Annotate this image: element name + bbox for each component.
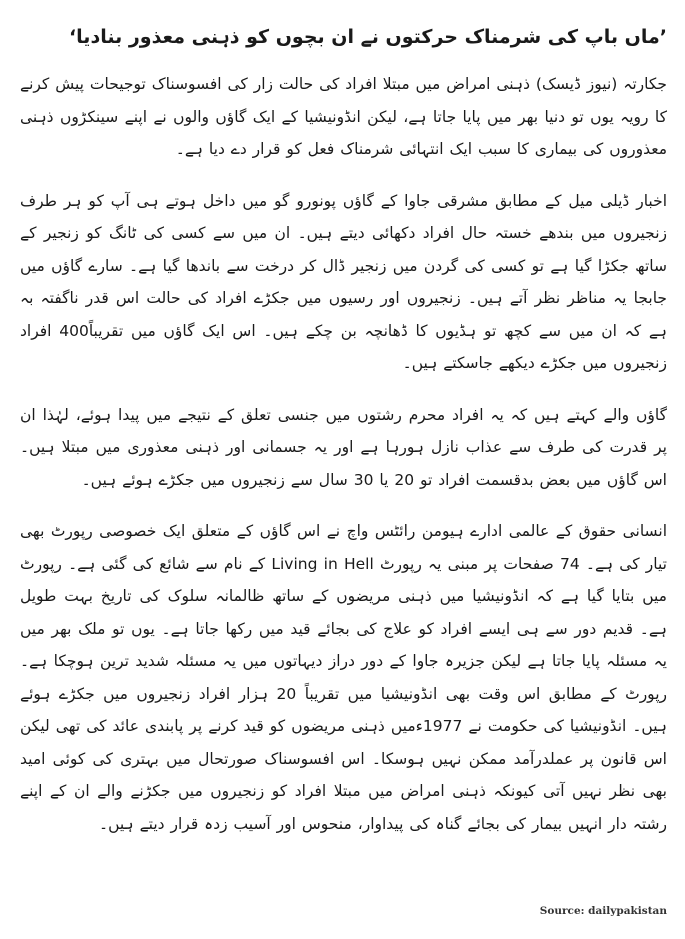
article-paragraph-4: انسانی حقوق کے عالمی ادارے ہیومن رائٹس واچ نے اس گاﺅں کے متعلق ایک خصوصی رپورٹ بھی تیار کی ہے۔ 74 صفحات پر مبنی یہ رپورٹ Living in Hell کے نام سے شائع کی گئی ہے۔ رپورٹ میں بتایا گیا ہے کہ انڈونیشیا میں ذہنی مریضوں کے ساتھ ظالمانہ سلوک کی تاریخ بہت طویل ہے۔ قدیم دور سے ہی ایسے افراد کو علاج کی بجائے قید میں رکھا جاتا ہے۔ یوں تو ملک بھر میں یہ مسئلہ پایا جاتا ہے لیکن جزیرہ جاوا کے دور دراز دیہاتوں میں یہ مسئلہ شدید ترین ہوچکا ہے۔ رپورٹ کے مطابق اس وقت بھی انڈونیشیا میں تقریباً 20 ہزار افراد زنجیروں میں جکڑے ہوئے ہیں۔ انڈونیشیا کی حکومت نے 1977ءمیں ذہنی مریضوں کو قید کرنے پر پابندی عائد کی تھی لیکن اس قانون پر عملدرآمد ممکن نہیں ہوسکا۔ اس افسوسناک صورتحال میں بہتری کی کوئی امید بھی نظر نہیں آتی کیونکہ ذہنی امراض میں مبتلا افراد کو زنجیروں میں جکڑنے والے ان کے اپنے رشتہ دار انہیں بیمار کی بجائے گناہ کی پیداوار، منحوس اور آسیب زدہ قرار دیتے ہیں۔ xyxy=(20,522,667,833)
article-headline: ’ماں باپ کی شرمناک حرکتوں نے ان بچوں کو ذہنی معذور بنادیا‘ xyxy=(68,26,667,48)
article-paragraph-2: اخبار ڈیلی میل کے مطابق مشرقی جاوا کے گاﺅں پونورو گو میں داخل ہوتے ہی آپ کو ہر طرف زنجیروں میں بندھے خستہ حال افراد دکھائی دیتے ہیں۔ ان میں سے کسی کی ٹانگ کو زنجیر کے ساتھ جکڑا گیا ہے تو کسی کی گردن میں زنجیر ڈال کر درخت سے باندھا گیا ہے۔ سارے گاﺅں میں جابجا یہ مناظر نظر آتے ہیں۔ زنجیروں اور رسیوں میں جکڑے افراد کی حالت اس قدر ناگفتہ بہ ہے کہ ان میں سے کچھ تو ہڈیوں کا ڈھانچہ بن چکے ہیں۔ اس ایک گاﺅں میں تقریباً400 افراد زنجیروں میں جکڑے دیکھے جاسکتے ہیں۔ xyxy=(20,191,668,372)
article xyxy=(20,22,667,859)
article-paragraph-1: جکارتہ (نیوز ڈیسک) ذہنی امراض میں مبتلا افراد کی حالت زار کی افسوسناک توجیحات پیش کرنے کا رویہ یوں تو دنیا بھر میں پایا جاتا ہے، لیکن انڈونیشیا کے ایک گاﺅں والوں نے اپنے سینکڑوں ذہنی معذوروں کی بیماری کا سبب ایک انتہائی شرمناک فعل کو قرار دے دیا ہے۔ xyxy=(19,75,667,158)
source-credit: Source: dailypakistan xyxy=(539,905,667,917)
article-paragraph-3: گاﺅں والے کہتے ہیں کہ یہ افراد محرم رشتوں میں جنسی تعلق کے نتیجے میں پیدا ہوئے، لہٰذا ان پر قدرت کی طرف سے عذاب نازل ہورہا ہے اور یہ جسمانی اور ذہنی معذوری میں مبتلا ہیں۔ اس گاﺅں میں بعض بدقسمت افراد تو 20 یا 30 سال سے زنجیروں میں جکڑے ہوئے ہیں۔ xyxy=(20,405,667,489)
